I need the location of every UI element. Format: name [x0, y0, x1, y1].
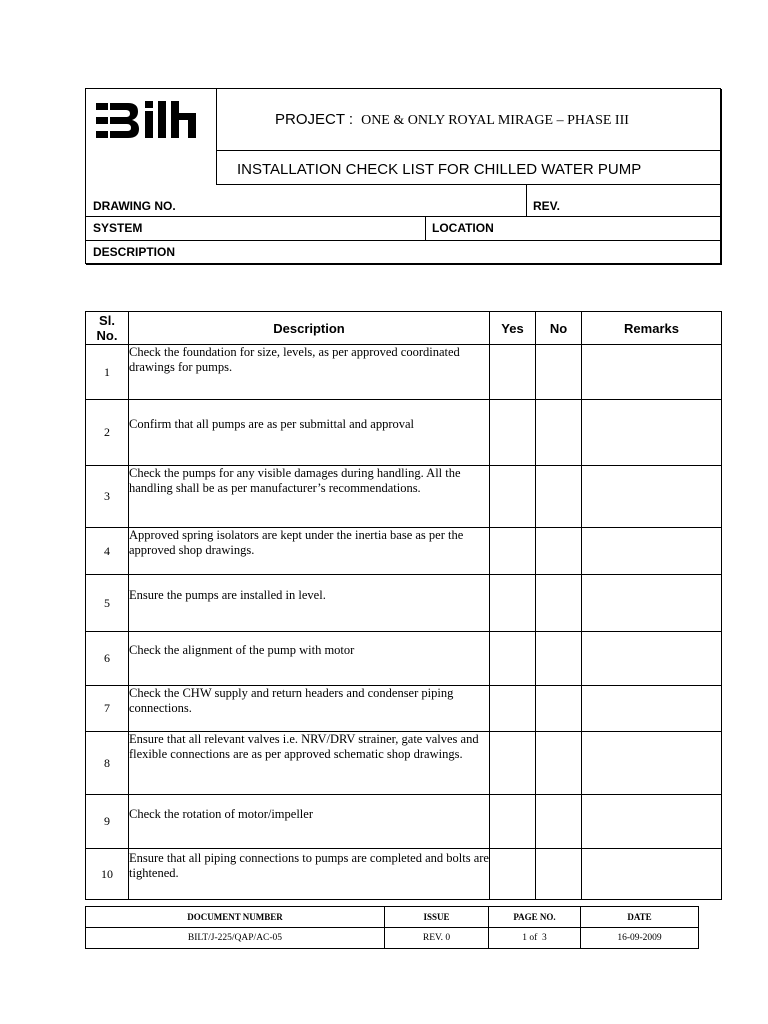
- yes-cell[interactable]: [490, 849, 536, 900]
- remarks-cell[interactable]: [582, 400, 722, 466]
- col-remarks: Remarks: [582, 312, 722, 345]
- no-cell[interactable]: [536, 632, 582, 686]
- row-number: 1: [86, 345, 129, 400]
- project-name: ONE & ONLY ROYAL MIRAGE – PHASE III: [361, 113, 629, 128]
- footer-header-row: [86, 907, 699, 928]
- title-row: [217, 151, 720, 185]
- yes-cell[interactable]: [490, 575, 536, 632]
- no-cell[interactable]: [536, 849, 582, 900]
- project-label: PROJECT :: [275, 111, 354, 128]
- date-label: DATE: [581, 907, 699, 928]
- footer-value-row: [86, 928, 699, 949]
- no-cell[interactable]: [536, 466, 582, 528]
- remarks-cell[interactable]: [582, 732, 722, 795]
- bilt-logo: [96, 99, 204, 143]
- logo-cell: [86, 89, 217, 185]
- row-number: 8: [86, 732, 129, 795]
- description-row: [86, 241, 720, 264]
- table-row: [86, 686, 722, 732]
- document-title: INSTALLATION CHECK LIST FOR CHILLED WATER PUMP: [237, 161, 642, 178]
- row-number: 7: [86, 686, 129, 732]
- yes-cell[interactable]: [490, 632, 536, 686]
- yes-cell[interactable]: [490, 795, 536, 849]
- table-row: [86, 732, 722, 795]
- row-number: 3: [86, 466, 129, 528]
- remarks-cell[interactable]: [582, 632, 722, 686]
- row-description: Check the foundation for size, levels, as per approved coordinated drawings for pumps.: [129, 345, 490, 400]
- row-description: Ensure that all piping connections to pumps are completed and bolts are tightened.: [129, 849, 490, 900]
- date-value: 16-09-2009: [581, 928, 699, 949]
- doc-number-label: DOCUMENT NUMBER: [86, 907, 385, 928]
- checklist-header-row: [86, 312, 722, 345]
- no-cell[interactable]: [536, 686, 582, 732]
- drawing-row: [86, 185, 720, 217]
- no-cell[interactable]: [536, 795, 582, 849]
- table-row: [86, 528, 722, 575]
- row-description: Ensure that all relevant valves i.e. NRV/DRV strainer, gate valves and flexible connections are as per approved schematic shop drawings.: [129, 732, 490, 795]
- table-row: [86, 575, 722, 632]
- no-cell[interactable]: [536, 400, 582, 466]
- issue-value: REV. 0: [385, 928, 489, 949]
- rev-label: REV.: [533, 199, 560, 213]
- row-number: 9: [86, 795, 129, 849]
- no-cell[interactable]: [536, 575, 582, 632]
- no-cell[interactable]: [536, 528, 582, 575]
- project-row: [217, 89, 720, 151]
- location-label: LOCATION: [432, 221, 494, 235]
- table-row: [86, 795, 722, 849]
- row-number: 6: [86, 632, 129, 686]
- remarks-cell[interactable]: [582, 849, 722, 900]
- row-number: 2: [86, 400, 129, 466]
- issue-label: ISSUE: [385, 907, 489, 928]
- no-cell[interactable]: [536, 345, 582, 400]
- col-sl-no: Sl. No.: [86, 312, 129, 345]
- row-number: 10: [86, 849, 129, 900]
- yes-cell[interactable]: [490, 732, 536, 795]
- row-description: Approved spring isolators are kept under the inertia base as per the approved shop drawings.: [129, 528, 490, 575]
- col-no: No: [536, 312, 582, 345]
- page-no-value: 1 of 3: [489, 928, 581, 949]
- col-yes: Yes: [490, 312, 536, 345]
- remarks-cell[interactable]: [582, 466, 722, 528]
- checklist-table: [85, 311, 722, 900]
- row-number: 5: [86, 575, 129, 632]
- system-label: SYSTEM: [93, 221, 143, 235]
- remarks-cell[interactable]: [582, 575, 722, 632]
- description-label: DESCRIPTION: [93, 245, 176, 259]
- table-row: [86, 849, 722, 900]
- doc-number-value: BILT/J-225/QAP/AC-05: [86, 928, 385, 949]
- yes-cell[interactable]: [490, 528, 536, 575]
- remarks-cell[interactable]: [582, 795, 722, 849]
- document-header: [85, 88, 721, 264]
- row-description: Check the rotation of motor/impeller: [129, 795, 490, 849]
- row-description: Confirm that all pumps are as per submittal and approval: [129, 400, 490, 466]
- remarks-cell[interactable]: [582, 686, 722, 732]
- col-description: Description: [129, 312, 490, 345]
- row-description: Check the alignment of the pump with motor: [129, 632, 490, 686]
- table-row: [86, 345, 722, 400]
- table-row: [86, 400, 722, 466]
- row-description: Ensure the pumps are installed in level.: [129, 575, 490, 632]
- yes-cell[interactable]: [490, 466, 536, 528]
- page-no-label: PAGE NO.: [489, 907, 581, 928]
- footer-table: [85, 906, 699, 949]
- yes-cell[interactable]: [490, 400, 536, 466]
- yes-cell[interactable]: [490, 345, 536, 400]
- row-description: Check the CHW supply and return headers and condenser piping connections.: [129, 686, 490, 732]
- row-description: Check the pumps for any visible damages during handling. All the handling shall be as per manufacturer’s recommendations.: [129, 466, 490, 528]
- remarks-cell[interactable]: [582, 528, 722, 575]
- row-number: 4: [86, 528, 129, 575]
- system-row: [86, 217, 720, 241]
- remarks-cell[interactable]: [582, 345, 722, 400]
- no-cell[interactable]: [536, 732, 582, 795]
- yes-cell[interactable]: [490, 686, 536, 732]
- table-row: [86, 466, 722, 528]
- drawing-no-label: DRAWING NO.: [93, 199, 176, 213]
- table-row: [86, 632, 722, 686]
